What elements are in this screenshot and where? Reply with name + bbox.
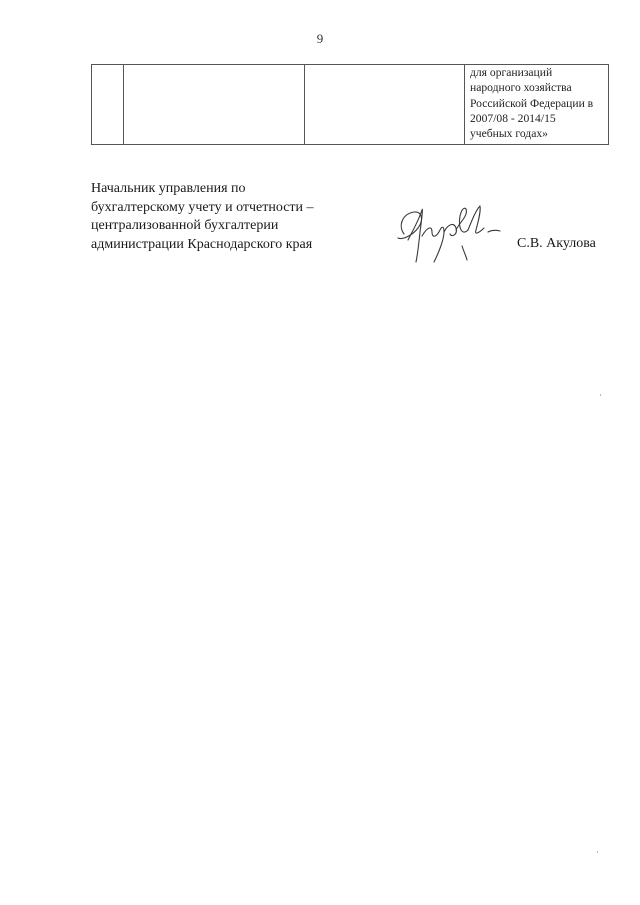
scan-speck bbox=[597, 851, 598, 853]
signer-position-line: Начальник управления по bbox=[91, 181, 246, 196]
scan-speck bbox=[600, 394, 601, 396]
table-cell-name bbox=[124, 65, 305, 145]
signer-position-line: администрации Краснодарского края bbox=[91, 236, 313, 252]
table-cell-line: учебных годах» bbox=[470, 127, 548, 141]
table-cell-basis bbox=[465, 65, 609, 145]
handwritten-signature bbox=[392, 196, 502, 266]
table-cell-text bbox=[465, 65, 608, 141]
table-cell-line: Российской Федерации в bbox=[470, 96, 594, 110]
table-cell-line: народного хозяйства bbox=[470, 81, 572, 95]
table-cell-line: 2007/08 - 2014/15 bbox=[470, 111, 556, 125]
table-cell-description bbox=[305, 65, 465, 145]
continuation-table bbox=[91, 64, 609, 145]
signer-position bbox=[91, 180, 314, 254]
signer-name: С.В. Акулова bbox=[517, 236, 596, 251]
page-number: 9 bbox=[316, 31, 324, 46]
table-cell-number bbox=[92, 65, 124, 145]
signer-position-line: централизованной бухгалтерии bbox=[91, 218, 279, 233]
table-cell-line: для организаций bbox=[470, 66, 553, 79]
table-row bbox=[92, 65, 609, 145]
signer-position-line: бухгалтерскому учету и отчетности – bbox=[91, 199, 314, 215]
